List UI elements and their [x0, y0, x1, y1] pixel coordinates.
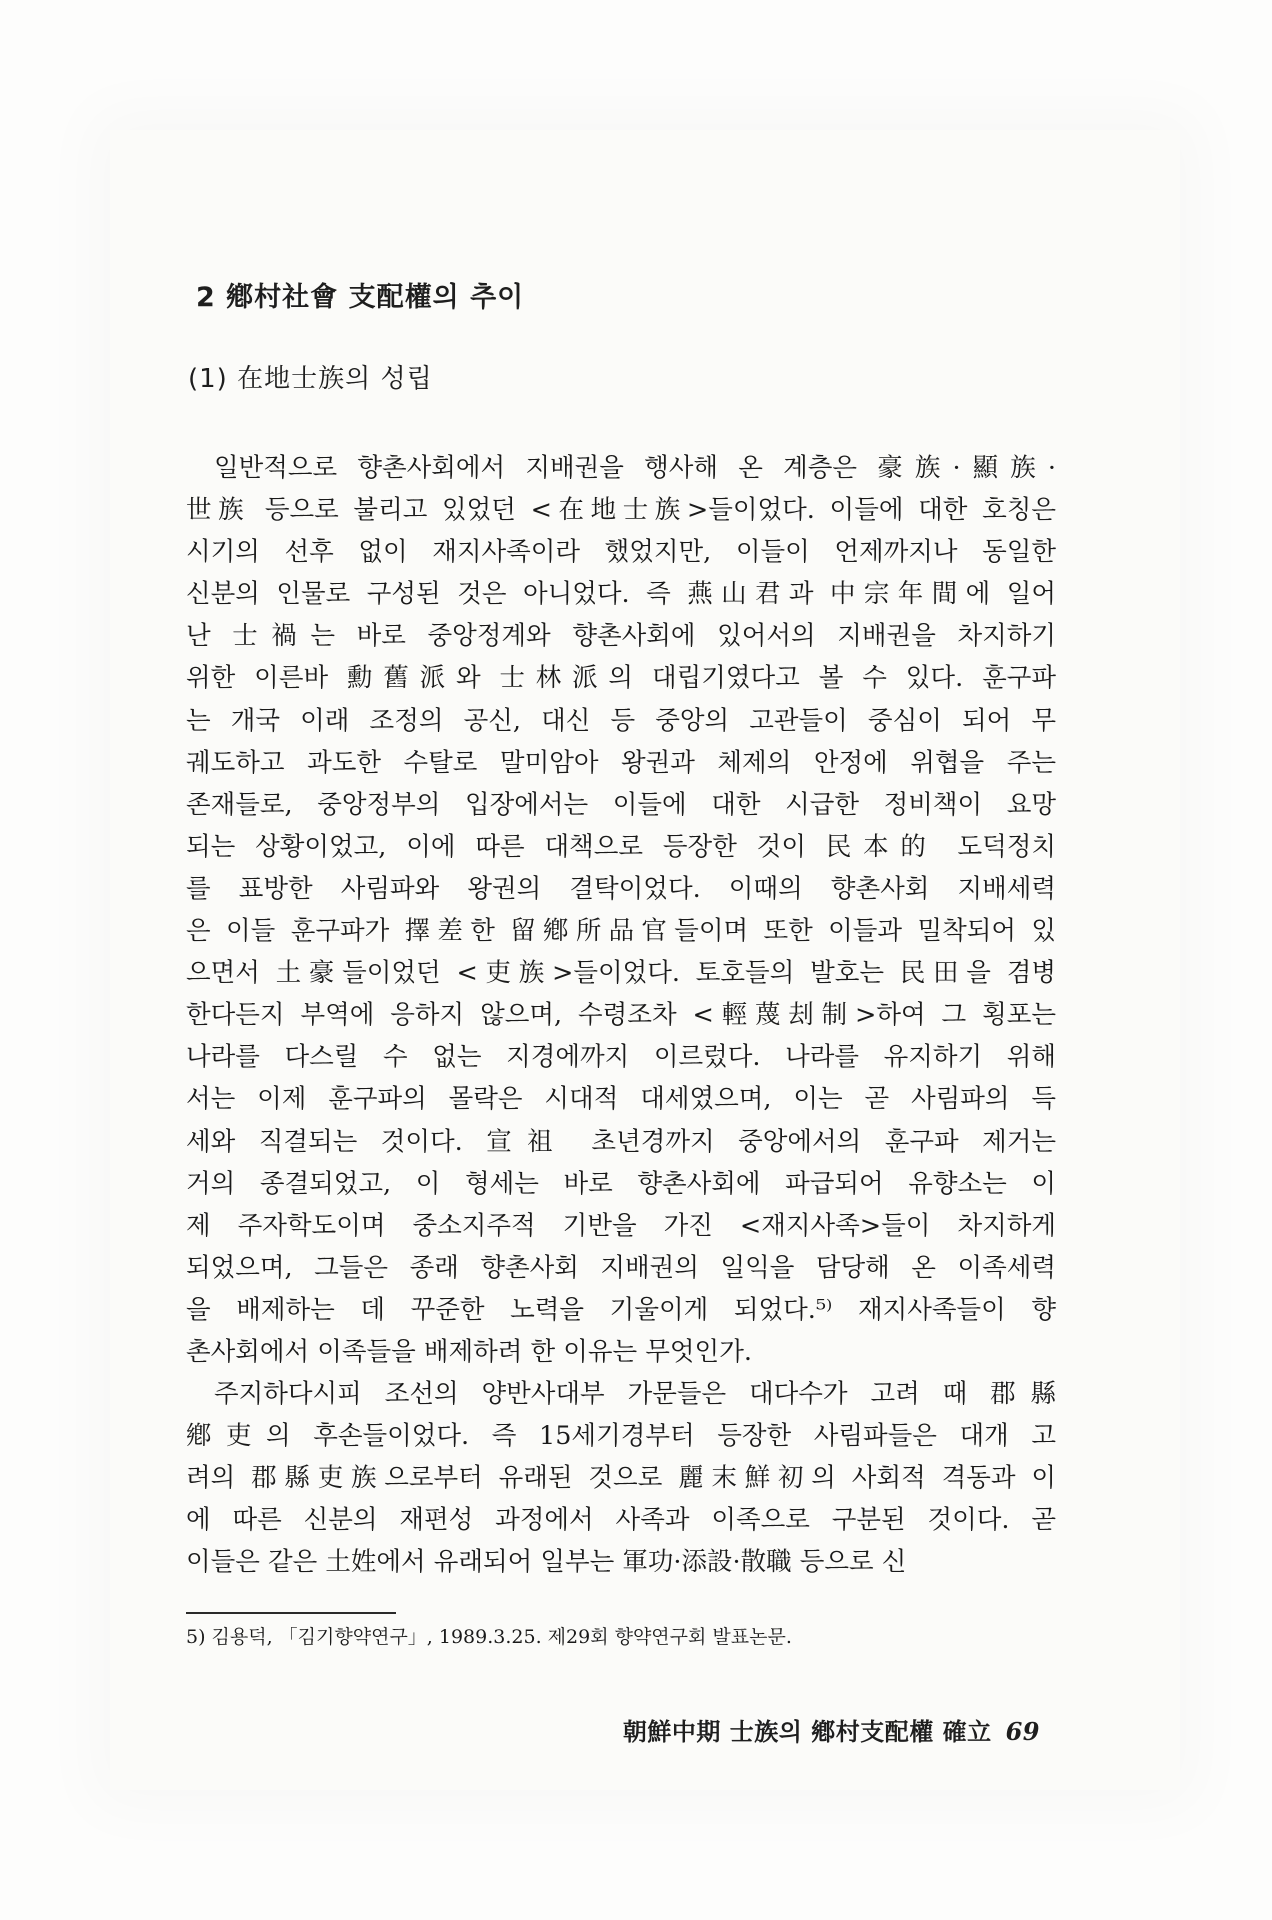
text-line: 나라를 다스릴 수 없는 지경에까지 이르렀다. 나라를 유지하기 위해	[186, 1042, 1056, 1073]
text-line: 은 이들 훈구파가 擇差한 留鄕所品官들이며 또한 이들과 밀착되어 있	[186, 916, 1056, 947]
text-line: 주지하다시피 조선의 양반사대부 가문들은 대다수가 고려 때 郡縣	[214, 1379, 1056, 1410]
text-line: 世族 등으로 불리고 있었던 <在地士族>들이었다. 이들에 대한 호칭은	[186, 495, 1056, 526]
text-line: 시기의 선후 없이 재지사족이라 했었지만, 이들이 언제까지나 동일한	[186, 537, 1056, 568]
text-line: 위한 이른바 勳舊派와 士林派의 대립기였다고 볼 수 있다. 훈구파	[186, 663, 1056, 694]
text-line: 鄕吏의 후손들이었다. 즉 15세기경부터 등장한 사림파들은 대개 고	[186, 1421, 1056, 1452]
page-number: 69	[1005, 1717, 1040, 1746]
text-line: 으면서 土豪들이었던 <吏族>들이었다. 토호들의 발호는 民田을 겸병	[186, 958, 1056, 989]
text-line: 려의 郡縣吏族으로부터 유래된 것으로 麗末鮮初의 사회적 격동과 이	[186, 1463, 1056, 1494]
running-footer	[623, 1712, 1040, 1747]
body-text	[186, 447, 1056, 1584]
text-line: 제 주자학도이며 중소지주적 기반을 가진 <재지사족>들이 차지하게	[186, 1210, 1056, 1241]
text-line: 한다든지 부역에 응하지 않으며, 수령조차 <輕蔑刦制>하여 그 횡포는	[186, 1000, 1056, 1031]
section-heading: 2 鄕村社會 支配權의 추이	[196, 282, 525, 313]
text-line: 일반적으로 향촌사회에서 지배권을 행사해 온 계층은 豪族·顯族·	[214, 453, 1056, 483]
text-line: 는 개국 이래 조정의 공신, 대신 등 중앙의 고관들이 중심이 되어 무	[186, 705, 1056, 736]
text-line: 촌사회에서 이족들을 배제하려 한 이유는 무엇인가.	[186, 1336, 752, 1367]
text-line: 되는 상황이었고, 이에 따른 대책으로 등장한 것이 民本的 도덕정치	[186, 831, 1056, 862]
running-title: 朝鮮中期 士族의 鄕村支配權 確立	[622, 1718, 992, 1746]
text-line: 을 배제하는 데 꾸준한 노력을 기울이게 되었다.⁵⁾ 재지사족들이 향	[186, 1294, 1056, 1325]
text-line: 신분의 인물로 구성된 것은 아니었다. 즉 燕山君과 中宗年間에 일어	[186, 579, 1056, 610]
text-line: 이들은 같은 土姓에서 유래되어 일부는 軍功·添設·散職 등으로 신	[186, 1547, 907, 1578]
text-line: 거의 종결되었고, 이 형세는 바로 향촌사회에 파급되어 유향소는 이	[186, 1168, 1056, 1199]
text-line: 를 표방한 사림파와 왕권의 결탁이었다. 이때의 향촌사회 지배세력	[186, 873, 1056, 904]
text-line: 서는 이제 훈구파의 몰락은 시대적 대세였으며, 이는 곧 사림파의 득	[186, 1084, 1056, 1115]
text-line: 궤도하고 과도한 수탈로 말미암아 왕권과 체제의 안정에 위협을 주는	[186, 747, 1056, 778]
text-line: 세와 직결되는 것이다. 宣祖 초년경까지 중앙에서의 훈구파 제거는	[186, 1126, 1056, 1157]
footnote: 5) 김용덕, 「김기향약연구」, 1989.3.25. 제29회 향약연구회 발표논문.	[186, 1626, 792, 1648]
subsection-heading: (1) 在地士族의 성립	[188, 364, 433, 394]
text-line: 되었으며, 그들은 종래 향촌사회 지배권의 일익을 담당해 온 이족세력	[186, 1252, 1056, 1283]
text-line: 난 士禍는 바로 중앙정계와 향촌사회에 있어서의 지배권을 차지하기	[186, 621, 1056, 652]
text-line: 에 따른 신분의 재편성 과정에서 사족과 이족으로 구분된 것이다. 곧	[186, 1505, 1056, 1536]
text-line: 존재들로, 중앙정부의 입장에서는 이들에 대한 시급한 정비책이 요망	[186, 789, 1056, 820]
footnote-divider	[186, 1612, 396, 1614]
